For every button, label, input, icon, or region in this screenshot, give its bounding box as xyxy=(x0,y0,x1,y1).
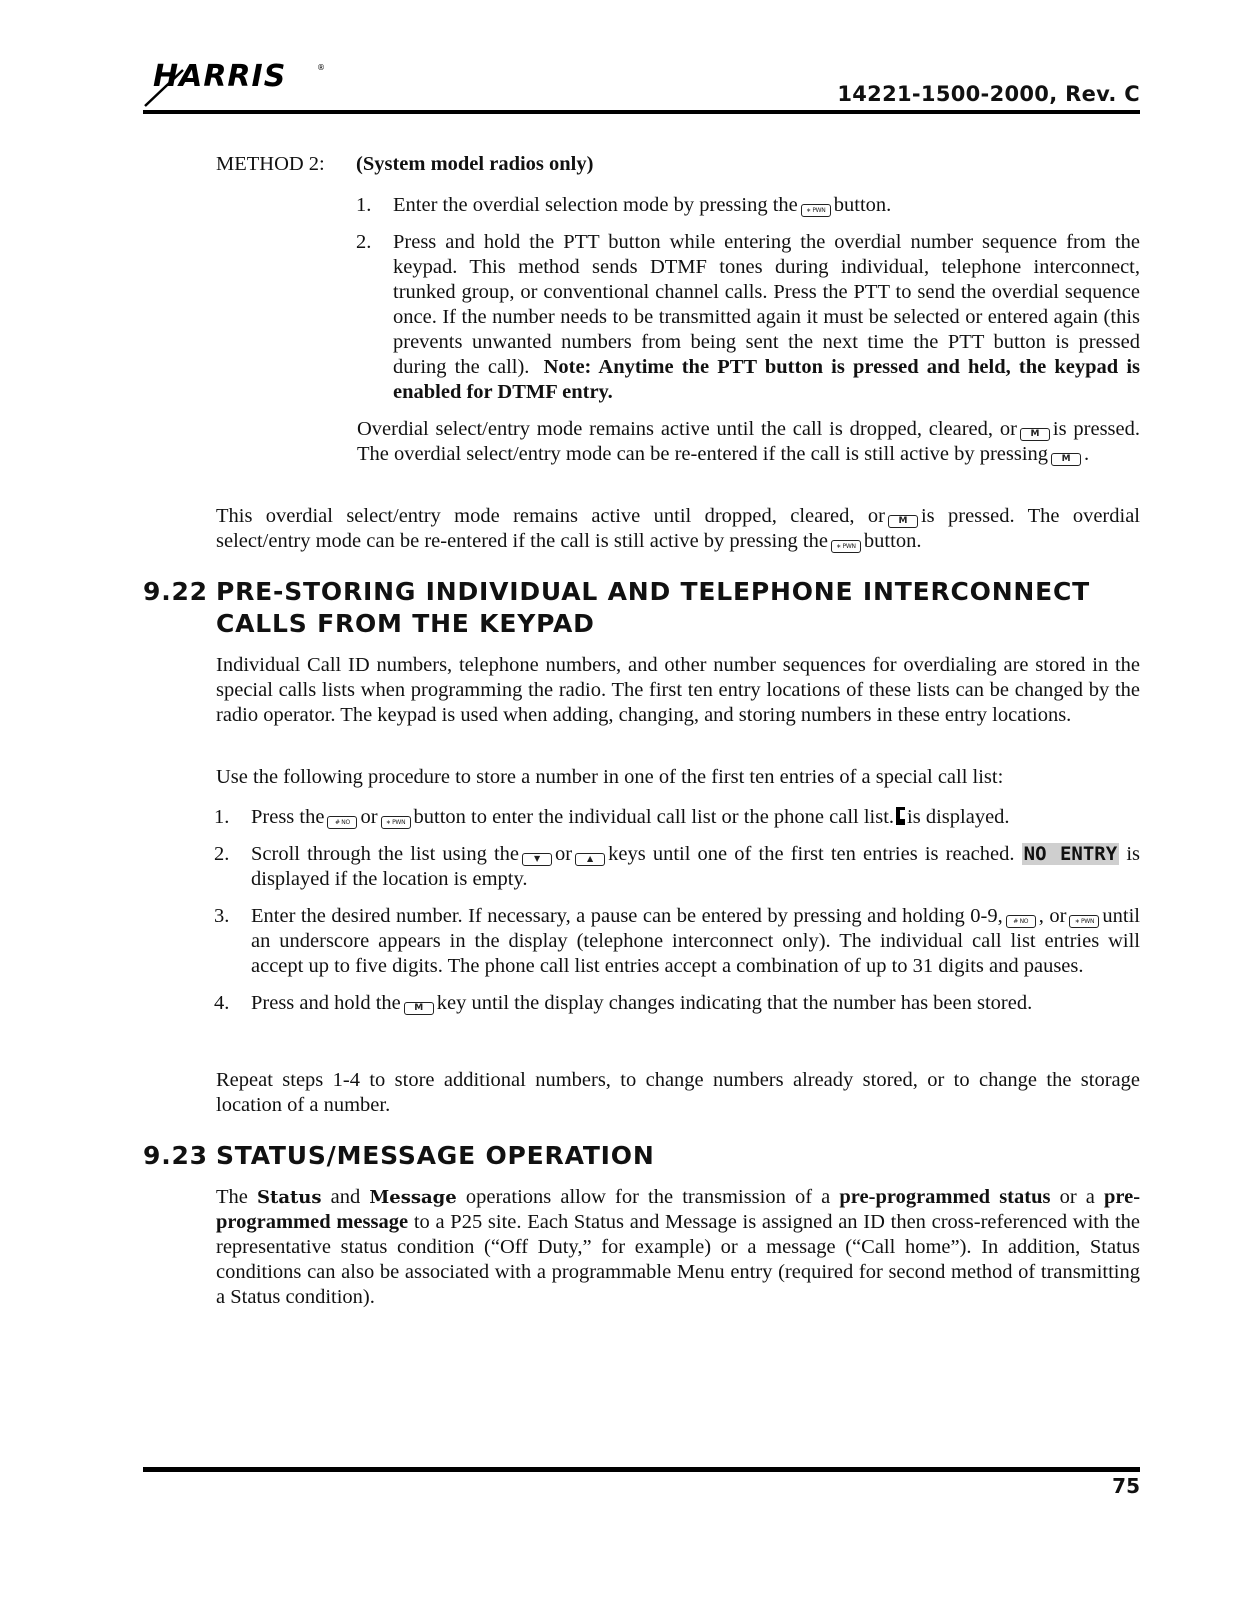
procedure-intro: Use the following procedure to store a number in one of the first ten entries of a special call list: xyxy=(216,766,1004,788)
method2-title: (System model radios only) xyxy=(356,153,594,175)
method2-steps xyxy=(356,193,1140,405)
method2-paragraph: Overdial select/entry mode remains active until the call is dropped, cleared, or M is pressed. The overdial select/entry mode can be re-entered if the call is still active by pressing M . xyxy=(357,418,1140,465)
section-9-22-intro: Individual Call ID numbers, telephone numbers, and other number sequences for overdialing are stored in the special calls lists when programming the radio. The first ten entry locations of these lists can be changed by the radio operator. The keypad is used when adding, changing, and storing numbers in these entry locations. xyxy=(216,654,1140,726)
hash-key-icon: # NO xyxy=(327,816,357,829)
svg-text:HARRIS: HARRIS xyxy=(153,59,287,94)
method2-label: METHOD 2: xyxy=(216,153,325,175)
up-arrow-key-icon: ▲ xyxy=(575,853,605,866)
pwn-key-icon: ∗ PWN xyxy=(831,540,861,553)
list-item: 4. Press and hold the M key until the display changes indicating that the number has been stored. xyxy=(214,992,1033,1014)
m-key-icon: M xyxy=(1020,428,1050,441)
lcd-cursor-icon xyxy=(896,807,905,825)
section-9-22-heading: 9.22 PRE-STORING INDIVIDUAL AND TELEPHONE INTERCONNECT CALLS FROM THE KEYPAD xyxy=(143,577,1091,638)
list-item: 2. Press and hold the PTT button while entering the overdial number sequence from the keypad. This method sends DTMF tones during individual, telephone interconnect, trunked group, or conventional channel calls. Press the PTT to send the overdial sequence once. If the number needs to be transmitted again it must be selected or entered again (this prevents unwanted numbers from being sent the next time the PTT button is pressed during the call). Note: Anytime the PTT button is pressed and held, the keypad is enabled for DTMF entry. xyxy=(356,231,1140,403)
list-item: 2. Scroll through the list using the ▼ or ▲ keys until one of the first ten entries is reached. NO ENTRY is displayed if the location is empty. xyxy=(214,843,1140,890)
document-number: 14221-1500-2000, Rev. C xyxy=(837,82,1140,106)
section-9-23-paragraph: The Status and Message operations allow for the transmission of a pre-programmed status or a pre-programmed message to a P25 site. Each Status and Message is assigned an ID then cross-referenced with the representative status condition (“Off Duty,” for example) or a message (“Call home”). In addition, Status conditions can also be associated with a programmable Menu entry (required for second method of transmitting a Status condition). xyxy=(216,1186,1141,1308)
hash-key-icon: # NO xyxy=(1006,915,1036,928)
repeat-paragraph: Repeat steps 1-4 to store additional numbers, to change numbers already stored, or to change the storage location of a number. xyxy=(216,1069,1140,1116)
list-item: 1. Enter the overdial selection mode by pressing the ∗ PWN button. xyxy=(356,194,892,216)
pwn-key-icon: ∗ PWN xyxy=(1069,915,1099,928)
down-arrow-key-icon: ▼ xyxy=(522,853,552,866)
svg-text:®: ® xyxy=(317,63,325,72)
pwn-key-icon: ∗ PWN xyxy=(381,816,411,829)
footer-rule xyxy=(143,1467,1140,1472)
harris-logo xyxy=(143,56,333,108)
store-procedure-steps xyxy=(214,805,1140,1016)
section-9-23-heading: 9.23 STATUS/MESSAGE OPERATION xyxy=(143,1141,655,1170)
note-text: Note: Anytime the PTT button is pressed and held, the keypad is enabled for DTMF entry. xyxy=(393,356,1140,403)
list-item: 3. Enter the desired number. If necessary, a pause can be entered by pressing and holding 0-9, # NO , or ∗ PWN until an underscore appears in the display (telephone interconnect only). The individual call list entries will accept up to five digits. The phone call list entries accept a combination of up to 31 digits and pauses. xyxy=(214,905,1140,977)
overdial-paragraph: This overdial select/entry mode remains active until dropped, cleared, or M is pressed. The overdial select/entry mode can be re-entered if the call is still active by pressing the ∗ PWN button. xyxy=(216,505,1140,552)
pwn-key-icon: ∗ PWN xyxy=(801,204,831,217)
page-number: 75 xyxy=(1112,1474,1140,1498)
header-rule xyxy=(143,110,1140,114)
lcd-no-entry: NO ENTRY xyxy=(1023,843,1118,865)
list-item: 1. Press the # NO or ∗ PWN button to enter the individual call list or the phone call list. is displayed. xyxy=(214,806,1010,828)
m-key-icon: M xyxy=(888,515,918,528)
m-key-icon: M xyxy=(404,1002,434,1015)
m-key-icon: M xyxy=(1051,453,1081,466)
